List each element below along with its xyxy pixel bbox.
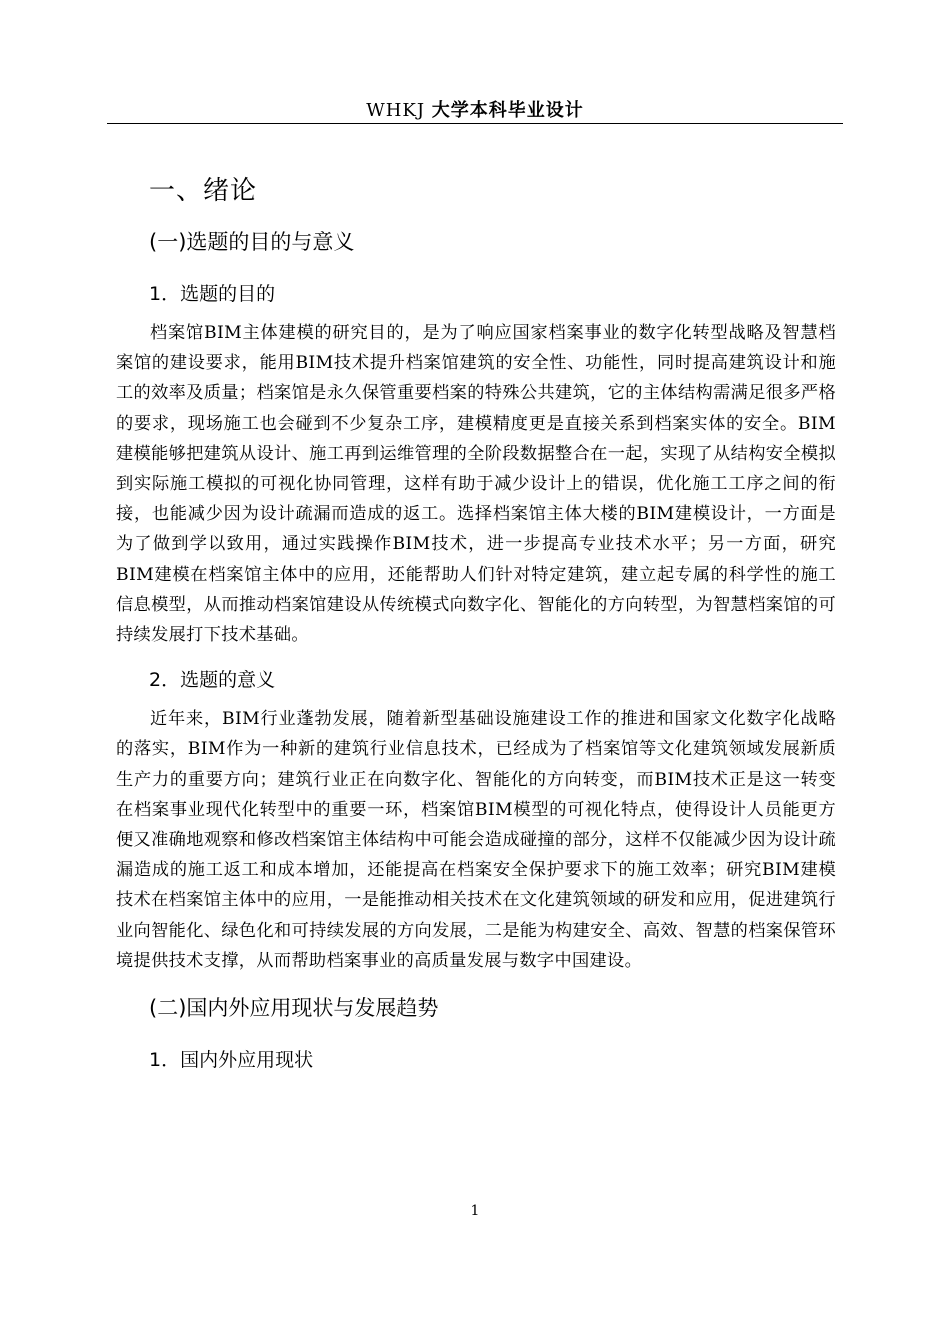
page-header xyxy=(0,96,950,122)
subsection-heading: 1．选题的目的 xyxy=(149,283,276,305)
body-paragraph: 近年来，BIM行业蓬勃发展，随着新型基础设施建设工作的推进和国家文化数字化战略的落实，BIM作为一种新的建筑行业信息技术，已经成为了档案馆等文化建筑领域发展新质生产力的重要方向；建筑行业正在向数字化、智能化的方向转变，而BIM技术正是这一转变在档案事业现代化转型中的重要一环，档案馆BIM模型的可视化特点，使得设计人员能更方便又准确地观察和修改档案馆主体结构中可能会造成碰撞的部分，这样不仅能减少因为设计疏漏造成的施工返工和成本增加，还能提高在档案安全保护要求下的施工效率；研究BIM建模技术在档案馆主体中的应用，一是能推动相关技术在文化建筑领域的研发和应用，促进建筑行业向智能化、绿色化和可持续发展的方向发展，二是能为构建安全、高效、智慧的档案保管环境提供技术支撑，从而帮助档案事业的高质量发展与数字中国建设。 xyxy=(116,709,836,971)
header-title: 大学本科毕业设计 xyxy=(431,100,584,121)
header-prefix: WHKJ xyxy=(366,100,426,121)
chapter-title: 一、绪论 xyxy=(149,176,258,206)
header-rule xyxy=(107,123,843,124)
section-heading: (二)国内外应用现状与发展趋势 xyxy=(149,996,439,1021)
subsection-heading: 1．国内外应用现状 xyxy=(149,1049,314,1072)
page-number: 1 xyxy=(470,1203,480,1219)
subsection-heading: 2．选题的意义 xyxy=(149,669,276,692)
page-body xyxy=(116,168,836,1080)
section-heading: (一)选题的目的与意义 xyxy=(149,230,355,254)
body-paragraph: 档案馆BIM主体建模的研究目的，是为了响应国家档案事业的数字化转型战略及智慧档案馆的建设要求，能用BIM技术提升档案馆建筑的安全性、功能性，同时提高建筑设计和施工的效率及质量；档案馆是永久保管重要档案的特殊公共建筑，它的主体结构需满足很多严格的要求，现场施工也会碰到不少复杂工序，建模精度更是直接关系到档案实体的安全。BIM建模能够把建筑从设计、施工再到运维管理的全阶段数据整合在一起，实现了从结构安全模拟到实际施工模拟的可视化协同管理，这样有助于减少设计上的错误，优化施工工序之间的衔接，也能减少因为设计疏漏而造成的返工。选择档案馆主体大楼的BIM建模设计，一方面是为了做到学以致用，通过实践操作BIM技术，进一步提高专业技术水平；另一方面，研究BIM建模在档案馆主体中的应用，还能帮助人们针对特定建筑，建立起专属的科学性的施工信息模型，从而推动档案馆建设从传统模式向数字化、智能化的方向转型，为智慧档案馆的可持续发展打下技术基础。 xyxy=(116,323,836,646)
